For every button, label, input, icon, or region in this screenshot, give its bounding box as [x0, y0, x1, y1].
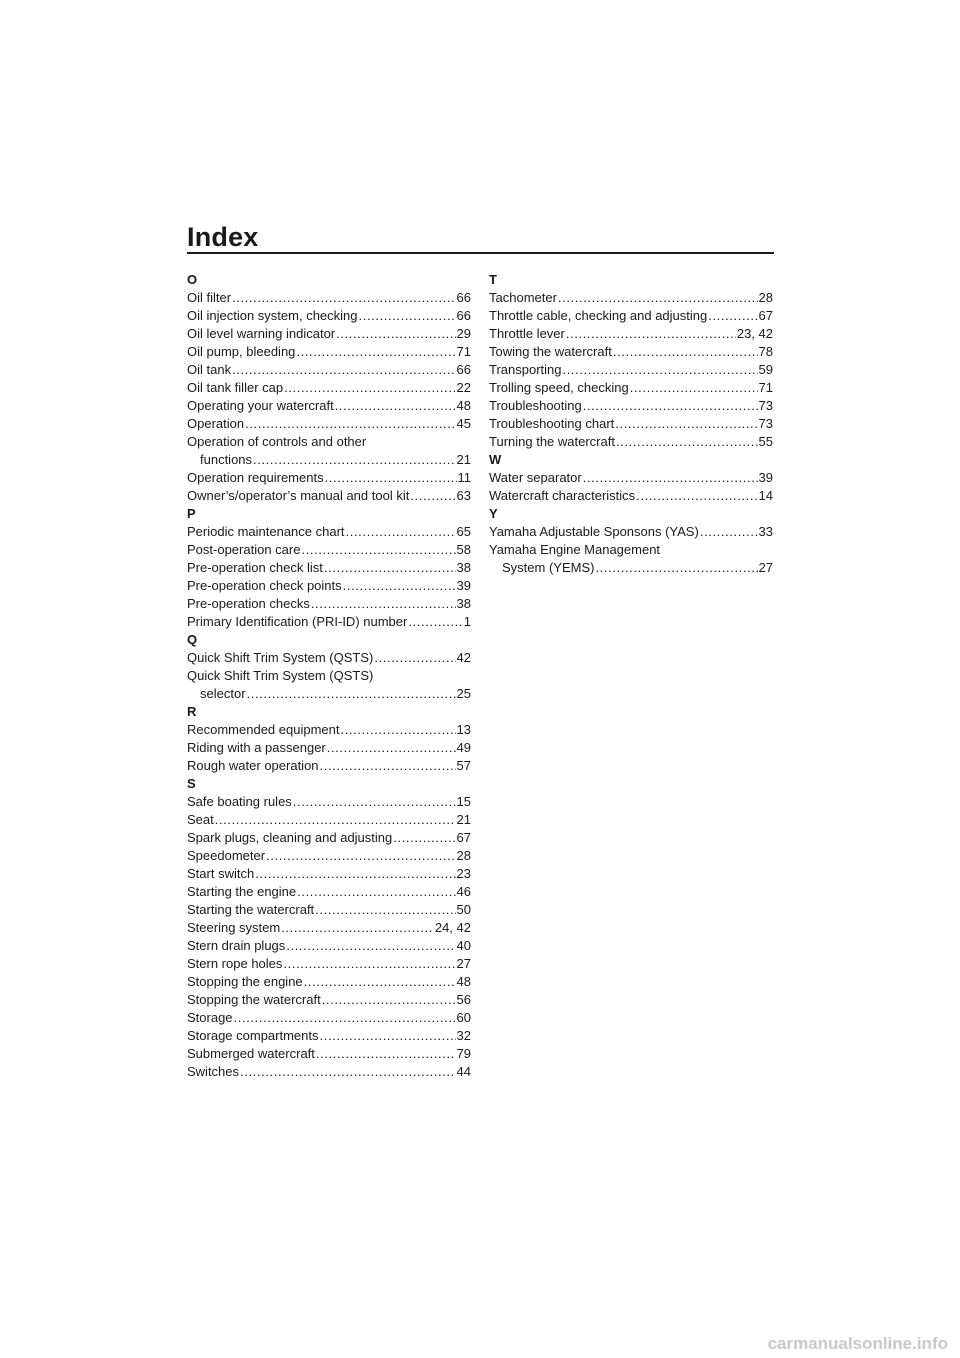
index-entry-label: Speedometer: [187, 848, 266, 863]
index-entry-label: Oil injection system, checking: [187, 308, 358, 323]
dot-leader: [301, 541, 455, 559]
index-entry: [187, 847, 471, 865]
index-section-letter: P: [187, 506, 196, 521]
dot-leader: [315, 901, 455, 919]
index-section-letter: R: [187, 704, 197, 719]
index-entry: [489, 361, 773, 379]
index-entry-page: 59: [758, 362, 773, 377]
index-entry-page: 24, 42: [434, 920, 471, 935]
dot-leader: [320, 1027, 456, 1045]
index-entry: [489, 325, 773, 343]
dot-leader: [636, 487, 757, 505]
index-entry: [187, 577, 471, 595]
dot-leader: [286, 937, 455, 955]
index-entry-label: Start switch: [187, 866, 255, 881]
index-entry-page: 46: [456, 884, 471, 899]
index-entry-label: Recommended equipment: [187, 722, 340, 737]
index-entry-label: Stopping the watercraft: [187, 992, 321, 1007]
dot-leader: [327, 739, 456, 757]
index-entry-page: 39: [758, 470, 773, 485]
index-entry-page: 45: [456, 416, 471, 431]
dot-leader: [316, 1045, 456, 1063]
index-entry-label: Stopping the engine: [187, 974, 303, 989]
index-entry-page: 63: [456, 488, 471, 503]
index-entry-page: 67: [758, 308, 773, 323]
index-entry-page: 29: [456, 326, 471, 341]
index-entry-page: 79: [456, 1046, 471, 1061]
index-entry-label: Throttle lever: [489, 326, 565, 341]
index-entry-label: Seat: [187, 812, 214, 827]
dot-leader: [408, 613, 462, 631]
index-entry-label: Troubleshooting chart: [489, 416, 615, 431]
dot-leader: [346, 523, 456, 541]
index-entry-label: Tachometer: [489, 290, 557, 305]
index-section-letter: O: [187, 272, 198, 287]
index-entry-label: Spark plugs, cleaning and adjusting: [187, 830, 393, 845]
dot-leader: [255, 865, 455, 883]
index-entry: [187, 379, 471, 397]
index-entry-label: Operation: [187, 416, 245, 431]
index-entry: [489, 415, 773, 433]
index-entry-page: 66: [456, 308, 471, 323]
index-entry-label: Watercraft characteristics: [489, 488, 636, 503]
index-entry-page: 78: [758, 344, 773, 359]
dot-leader: [335, 397, 456, 415]
dot-leader: [293, 793, 456, 811]
index-entry-label: functions: [200, 452, 253, 467]
title-rule: [187, 252, 774, 254]
dot-leader: [297, 883, 455, 901]
dot-leader: [616, 433, 758, 451]
dot-leader: [359, 307, 456, 325]
dot-leader: [304, 973, 456, 991]
index-entry-label: Operating your watercraft: [187, 398, 334, 413]
index-entry: [187, 919, 471, 937]
index-entry-label: Stern drain plugs: [187, 938, 286, 953]
index-entry: [187, 361, 471, 379]
index-entry-label: Starting the watercraft: [187, 902, 315, 917]
index-entry: [187, 649, 471, 667]
index-column-right: [489, 271, 773, 577]
index-entry-page: 27: [456, 956, 471, 971]
index-entry-page: 13: [456, 722, 471, 737]
index-entry-label: Throttle cable, checking and adjusting: [489, 308, 708, 323]
dot-leader: [410, 487, 455, 505]
dot-leader: [558, 289, 758, 307]
index-entry: [187, 541, 471, 559]
index-entry-page: 60: [456, 1010, 471, 1025]
dot-leader: [245, 415, 455, 433]
index-entry: [187, 901, 471, 919]
index-entry-page: 55: [758, 434, 773, 449]
dot-leader: [247, 685, 456, 703]
index-entry-page: 71: [758, 380, 773, 395]
index-entry-label: Submerged watercraft: [187, 1046, 315, 1061]
page-title: Index: [187, 222, 259, 252]
index-entry-label: Steering system: [187, 920, 281, 935]
dot-leader: [613, 343, 758, 361]
dot-leader: [700, 523, 758, 541]
index-entry-label: System (YEMS): [502, 560, 595, 575]
index-entry-label: Storage compartments: [187, 1028, 319, 1043]
index-entry: [187, 865, 471, 883]
index-entry-label: Periodic maintenance chart: [187, 524, 345, 539]
dot-leader: [566, 325, 736, 343]
index-entry-page: 57: [456, 758, 471, 773]
index-entry-label: Starting the engine: [187, 884, 297, 899]
dot-leader: [281, 919, 434, 937]
index-entry: [187, 721, 471, 739]
index-entry: [489, 559, 773, 577]
dot-leader: [322, 991, 456, 1009]
index-section-letter: T: [489, 272, 497, 287]
dot-leader: [615, 415, 757, 433]
index-entry: [187, 991, 471, 1009]
index-entry-page: 25: [456, 686, 471, 701]
index-entry: [489, 433, 773, 451]
index-entry-page: 38: [456, 596, 471, 611]
index-entry-page: 27: [758, 560, 773, 575]
index-entry-first-line: Operation of controls and other: [187, 434, 367, 449]
index-entry-label: Storage: [187, 1010, 233, 1025]
index-entry-page: 15: [456, 794, 471, 809]
index-entry: [489, 307, 773, 325]
dot-leader: [630, 379, 758, 397]
index-entry: [187, 487, 471, 505]
footer-watermark: carmanualsonline.info: [767, 1334, 948, 1353]
index-entry-page: 32: [456, 1028, 471, 1043]
index-entry-page: 48: [456, 398, 471, 413]
index-entry-page: 33: [758, 524, 773, 539]
dot-leader: [708, 307, 757, 325]
index-entry: [187, 1045, 471, 1063]
dot-leader: [311, 595, 456, 613]
index-entry-label: Transporting: [489, 362, 562, 377]
index-entry-page: 28: [456, 848, 471, 863]
index-entry: [187, 1063, 471, 1081]
index-entry-page: 67: [456, 830, 471, 845]
dot-leader: [583, 469, 758, 487]
index-section-letter: Q: [187, 632, 198, 647]
index-entry-label: Stern rope holes: [187, 956, 283, 971]
dot-leader: [234, 1009, 456, 1027]
index-entry-page: 40: [456, 938, 471, 953]
dot-leader: [284, 379, 455, 397]
index-entry-first-line: Yamaha Engine Management: [489, 542, 661, 557]
index-entry-label: Switches: [187, 1064, 240, 1079]
index-entry-page: 50: [456, 902, 471, 917]
index-entry-page: 22: [456, 380, 471, 395]
index-entry-label: Riding with a passenger: [187, 740, 326, 755]
dot-leader: [343, 577, 456, 595]
index-entry-page: 39: [456, 578, 471, 593]
index-entry-label: Safe boating rules: [187, 794, 292, 809]
index-entry-page: 48: [456, 974, 471, 989]
index-entry-page: 44: [456, 1064, 471, 1079]
index-entry-label: selector: [200, 686, 246, 701]
index-entry: [489, 523, 773, 541]
index-entry-page: 49: [456, 740, 471, 755]
index-entry: [187, 451, 471, 469]
dot-leader: [296, 343, 455, 361]
index-entry-page: 66: [456, 290, 471, 305]
index-section-letter: S: [187, 776, 196, 791]
dot-leader: [240, 1063, 456, 1081]
dot-leader: [336, 325, 455, 343]
index-entry-page: 23: [456, 866, 471, 881]
index-entry: [187, 613, 471, 631]
index-entry-label: Towing the watercraft: [489, 344, 612, 359]
index-section-letter: W: [489, 452, 502, 467]
index-entry: [489, 469, 773, 487]
dot-leader: [325, 469, 457, 487]
index-entry: [489, 379, 773, 397]
index-entry: [187, 523, 471, 541]
index-entry-page: 38: [456, 560, 471, 575]
index-entry-page: 71: [456, 344, 471, 359]
index-entry-label: Turning the watercraft: [489, 434, 615, 449]
index-entry-label: Oil filter: [187, 290, 232, 305]
index-entry-label: Trolling speed, checking: [489, 380, 629, 395]
index-entry-label: Operation requirements: [187, 470, 324, 485]
index-entry-page: 65: [456, 524, 471, 539]
index-entry: [187, 739, 471, 757]
index-entry-label: Yamaha Adjustable Sponsons (YAS): [489, 524, 699, 539]
dot-leader: [595, 559, 757, 577]
index-entry: [489, 397, 773, 415]
index-entry: [489, 289, 773, 307]
index-entry-page: 56: [456, 992, 471, 1007]
index-entry-label: Rough water operation: [187, 758, 319, 773]
index-entry-page: 66: [456, 362, 471, 377]
dot-leader: [563, 361, 758, 379]
index-entry-page: 11: [457, 470, 471, 485]
index-entry-label: Troubleshooting: [489, 398, 582, 413]
index-entry-label: Oil level warning indicator: [187, 326, 336, 341]
dot-leader: [253, 451, 455, 469]
index-entry: [187, 829, 471, 847]
dot-leader: [232, 361, 455, 379]
index-entry-label: Pre-operation check points: [187, 578, 342, 593]
dot-leader: [283, 955, 455, 973]
index-entry-label: Water separator: [489, 470, 582, 485]
index-entry-label: Post-operation care: [187, 542, 301, 557]
index-entry-label: Primary Identification (PRI-ID) number: [187, 614, 408, 629]
index-entry-page: 21: [456, 812, 471, 827]
index-entry: [187, 811, 471, 829]
dot-leader: [215, 811, 456, 829]
index-entry-label: Pre-operation check list: [187, 560, 323, 575]
index-entry-page: 21: [456, 452, 471, 467]
index-entry-page: 14: [758, 488, 773, 503]
index-entry: [187, 415, 471, 433]
index-entry-label: Oil tank: [187, 362, 232, 377]
index-entry: [187, 1027, 471, 1045]
dot-leader: [374, 649, 455, 667]
index-section-letter: Y: [489, 506, 498, 521]
index-entry-first-line: Quick Shift Trim System (QSTS): [187, 668, 374, 683]
index-entry-page: 1: [463, 614, 471, 629]
index-entry: [187, 595, 471, 613]
index-entry: [187, 343, 471, 361]
index-entry: [489, 343, 773, 361]
index-entry-page: 23, 42: [736, 326, 773, 341]
index-column-left: [187, 271, 471, 1081]
index-entry-label: Quick Shift Trim System (QSTS): [187, 650, 374, 665]
index-entry-page: 73: [758, 416, 773, 431]
index-entry: [187, 973, 471, 991]
index-entry-label: Owner’s/operator’s manual and tool kit: [187, 488, 410, 503]
index-entry-page: 58: [456, 542, 471, 557]
index-entry: [187, 307, 471, 325]
index-entry: [187, 685, 471, 703]
dot-leader: [232, 289, 455, 307]
dot-leader: [320, 757, 456, 775]
index-entry: [187, 397, 471, 415]
index-entry-label: Pre-operation checks: [187, 596, 310, 611]
index-entry: [187, 937, 471, 955]
dot-leader: [324, 559, 456, 577]
index-entry: [187, 955, 471, 973]
index-entry: [187, 757, 471, 775]
index-entry: [187, 469, 471, 487]
index-entry-page: 42: [456, 650, 471, 665]
dot-leader: [340, 721, 455, 739]
index-entry-page: 73: [758, 398, 773, 413]
index-entry-page: 28: [758, 290, 773, 305]
index-entry: [187, 883, 471, 901]
index-entry: [187, 289, 471, 307]
index-entry: [187, 1009, 471, 1027]
dot-leader: [266, 847, 455, 865]
index-entry: [187, 559, 471, 577]
index-entry: [187, 793, 471, 811]
index-entry-label: Oil tank filler cap: [187, 380, 284, 395]
index-entry: [187, 325, 471, 343]
index-entry: [489, 487, 773, 505]
index-entry-label: Oil pump, bleeding: [187, 344, 296, 359]
dot-leader: [583, 397, 758, 415]
dot-leader: [393, 829, 455, 847]
